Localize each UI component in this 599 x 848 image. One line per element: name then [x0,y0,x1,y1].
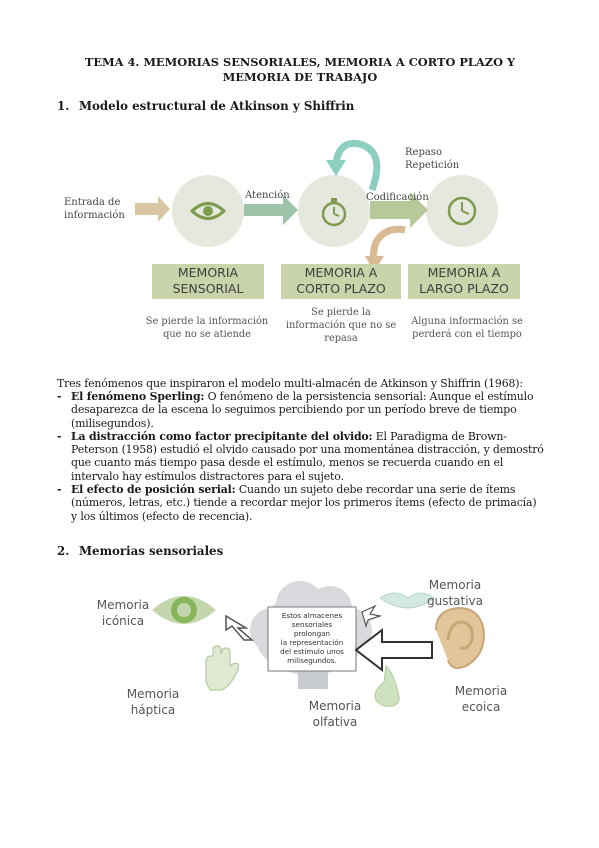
olfactory-label-line-1: Memoria [308,699,362,713]
short-caption-line-3: repasa [324,333,358,344]
sensory-memory-box [152,264,264,299]
long-caption-line-1: Alguna información se [411,316,523,327]
section-2-title: Memorias sensoriales [79,544,224,558]
haptic-label-line-1: Memoria [126,687,180,701]
long-term-caption [402,315,532,341]
page-title [60,55,540,85]
short-caption-line-1: Se pierde la [311,307,371,318]
gustatory-label-line-1: Memoria [428,578,482,592]
intro-paragraph: Tres fenómenos que inspiraron el modelo multi-almacén de Atkinson y Shiffrin (1968): [57,377,523,390]
section-2-heading [57,544,223,558]
iconic-label-line-2: icónica [101,614,145,628]
section-1-title: Modelo estructural de Atkinson y Shiffrin [79,99,355,113]
short-caption-line-2: información que no se [285,320,397,331]
cloud-text-line-3: prolongan [293,629,331,638]
input-label [64,196,154,222]
ear-icon [436,608,484,668]
short-term-memory-box [281,264,401,299]
input-label-line-2: información [64,210,125,221]
sensory-caption-line-1: Se pierde la información [145,316,269,327]
long-box-line-2: LARGO PLAZO [419,281,509,296]
repeticion-text: Repetición [405,160,460,171]
bullet-term: El fenómeno Sperling: [71,390,205,403]
phenomena-list [57,390,544,523]
short-box-line-2: CORTO PLAZO [296,281,386,296]
sensory-caption-line-2: que no se atiende [163,329,251,340]
olfactory-label-line-2: olfativa [312,715,358,729]
section-1-heading [57,99,354,113]
section-1-number: 1. [57,99,70,113]
cloud-text-line-5: del estímulo unos [280,647,344,656]
haptic-memory-label [118,686,188,718]
long-box-line-1: MEMORIA A [427,265,501,280]
title-line-1: TEMA 4. MEMORIAS SENSORIALES, MEMORIA A CORTO PLAZO Y [84,55,516,69]
cloud-text [269,611,355,665]
bullet-term: El efecto de posición serial: [71,483,236,497]
bullet-text: El Paradigma de Brown-Peterson (1958) estudió el olvido causado por una momentánea distracción, y demostró que cuanto más tiempo pasa desde el estímulo, menos se recuerda cuando en el intervalo hay estímulos distractores para el sujeto. [71,429,544,483]
eye-icon [152,596,216,624]
repaso-text: Repaso [405,147,442,158]
echoic-memory-label [446,683,516,715]
hand-icon [206,646,239,690]
iconic-label-line-1: Memoria [96,598,150,612]
list-item [57,483,544,523]
olfactory-memory-label [300,698,370,730]
bullet-text: Cuando un sujeto debe recordar una serie de ítems (números, letras, etc.) tiende a recordar mejor los primeros ítems (efecto de primacía) y los últimos (efecto de recencia). [71,483,537,523]
list-item [57,390,544,430]
list-item [57,430,544,483]
iconic-memory-label [88,597,158,629]
sensory-caption [137,315,277,341]
short-term-caption [276,306,406,345]
cloud-text-line-6: milisegundos. [287,656,337,665]
attention-label: Atención [245,190,290,201]
echoic-label-line-1: Memoria [454,684,508,698]
echoic-label-line-2: ecoica [461,700,501,714]
gustatory-label-line-2: gustativa [426,594,484,608]
sensory-box-line-1: MEMORIA [177,265,239,280]
long-caption-line-2: perderá con el tiempo [412,329,522,340]
cloud-text-line-2: sensoriales [291,620,333,629]
bullet-text: O fenómeno de la persistencia sensorial: Aunque el estímulo desaparezca de la escena lo seguimos percibiendo por un período breve de tiempo (milisegundos). [71,390,534,430]
bullet-term: La distracción como factor precipitante del olvido: [71,429,373,443]
sensory-box-line-2: SENSORIAL [172,281,244,296]
rehearsal-label [405,146,459,172]
iconic-arrow [226,616,252,640]
haptic-label-line-2: háptica [130,703,176,717]
cloud-text-line-4: la representación [280,638,344,647]
gustatory-memory-label [420,577,490,609]
input-label-line-1: Entrada de [64,197,121,208]
title-line-2: MEMORIA DE TRABAJO [222,70,378,84]
cloud-text-line-1: Estos almacenes [281,611,343,620]
long-term-memory-box [408,264,520,299]
nose-icon [375,666,399,706]
gustatory-arrow [362,606,380,626]
short-box-line-1: MEMORIA A [304,265,378,280]
coding-label: Codificación [366,192,429,203]
section-2-number: 2. [57,544,70,558]
